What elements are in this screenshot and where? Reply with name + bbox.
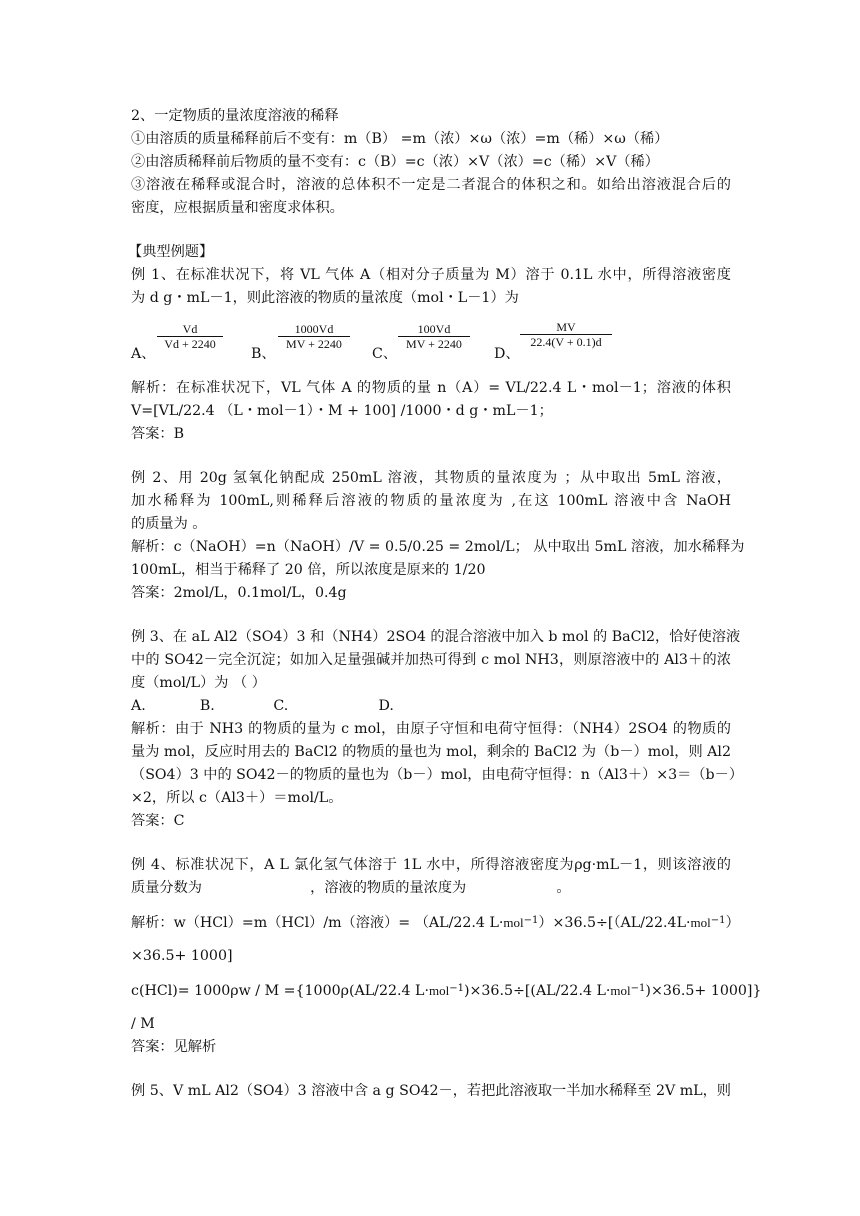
ex3-question-line2: 中的 SO42－完全沉淀；如加入足量强碱并加热可得到 c mol NH3，则原溶液中的 Al3＋的浓 [131, 652, 731, 668]
ex1-option-a-label: A、 [131, 346, 156, 362]
ex4-analysis-part5: )×36.5÷[(AL/22.4 L· [463, 983, 611, 999]
section-title: 2、一定物质的量浓度溶液的稀释 [131, 108, 339, 124]
ex4-analysis-line1 [131, 913, 740, 933]
fraction-denominator: MV + 2240 [406, 337, 462, 351]
ex1-analysis-line2: V=[VL/22.4 （L・mol－1）・M + 100] /1000・d g・mL－1； [131, 403, 553, 419]
ex1-option-a-fraction [157, 322, 223, 351]
rule-2: ②由溶质稀释前后物质的量不变有：c（B）=c（浓）×V（浓）=c（稀）×V（稀） [131, 154, 659, 170]
ex4-analysis-line4: / M [131, 1016, 155, 1032]
examples-heading: 【典型例题】 [128, 244, 214, 260]
fraction-numerator: 100Vd [417, 322, 451, 336]
unit-exponent: −1 [630, 983, 646, 994]
ex1-option-d-label: D、 [494, 346, 520, 362]
ex1-option-c-fraction [398, 322, 470, 351]
ex2-question-line2: 加水稀释为 100mL,则稀释后溶液的物质的量浓度为 ,在这 100mL 溶液中含 NaOH [131, 493, 731, 509]
ex4-analysis-part1: 解析：w（HCl）=m（HCl）/m（溶液）= （AL/22.4 L· [131, 915, 504, 931]
unit-mol: mol [503, 915, 524, 930]
unit-mol: mol [428, 983, 450, 998]
ex2-analysis-line2: 100mL，相当于稀释了 20 倍，所以浓度是原来的 1/20 [131, 562, 486, 578]
ex3-question-line3: 度（mol/L）为 （ ） [131, 675, 266, 691]
ex3-answer: 答案：C [131, 813, 185, 829]
rule-4: 密度，应根据质量和密度求体积。 [131, 200, 344, 216]
ex3-analysis-line3: （SO4）3 中的 SO42－的物质的量也为（b－）mol，由电荷守恒得：n（Al3＋）×3＝（b－） [131, 767, 744, 783]
ex3-analysis-line4: ×2，所以 c（Al3＋）＝mol/L。 [131, 790, 343, 806]
unit-exponent: −1 [523, 915, 539, 926]
ex4-analysis-part3: ） [725, 915, 740, 931]
rule-1: ①由溶质的质量稀释前后不变有：m（B） =m（浓）×ω（浓）=m（稀）×ω（稀） [131, 131, 669, 147]
ex3-analysis-line1: 解析：由于 NH3 的物质的量为 c mol，由原子守恒和电荷守恒得：（NH4）2SO4 的物质的 [131, 721, 731, 737]
ex4-analysis-part2: ）×36.5÷[（AL/22.4L· [538, 915, 691, 931]
ex3-question-line1: 例 3、在 aL Al2（SO4）3 和（NH4）2SO4 的混合溶液中加入 b mol 的 BaCl2，恰好使溶液 [131, 629, 741, 645]
ex1-option-b-fraction [278, 322, 350, 351]
ex1-question-line1: 例 1、在标准状况下，将 VL 气体 A（相对分子质量为 M）溶于 0.1L 水中，所得溶液密度 [131, 267, 731, 283]
ex4-analysis-part6: )×36.5+ 1000]} [645, 983, 762, 999]
ex1-answer: 答案：B [131, 426, 184, 442]
ex5-question-line1: 例 5、V mL Al2（SO4）3 溶液中含 a g SO42－，若把此溶液取一半加水稀释至 2V mL，则 [131, 1083, 731, 1099]
fraction-numerator: MV [556, 320, 576, 334]
fraction-numerator: 1000Vd [294, 322, 334, 336]
ex4-analysis-line3 [131, 981, 762, 1001]
rule-3: ③溶液在稀释或混合时，溶液的总体积不一定是二者混合的体积之和。如给出溶液混合后的 [131, 177, 731, 193]
ex3-analysis-line2: 量为 mol，反应时用去的 BaCl2 的物质的量也为 mol，剩余的 BaCl2 为（b－）mol，则 Al2 [131, 744, 731, 760]
unit-mol: mol [610, 983, 631, 998]
ex1-option-b-label: B、 [251, 346, 276, 362]
fraction-numerator: Vd [182, 322, 198, 336]
ex2-question-line3: 的质量为 。 [131, 516, 207, 532]
ex1-option-d-fraction [520, 320, 612, 349]
ex4-question-line2: 质量分数为 ，溶液的物质的量浓度为 。 [131, 880, 571, 896]
ex4-answer: 答案：见解析 [131, 1039, 217, 1055]
unit-exponent: −1 [710, 915, 726, 926]
ex4-analysis-part4: c(HCl)= 1000ρw / M ={1000ρ(AL/22.4 L· [131, 983, 429, 999]
ex2-answer: 答案：2mol/L，0.1mol/L，0.4g [131, 585, 347, 601]
ex1-option-c-label: C、 [372, 346, 398, 362]
ex3-options: A. B. C. D. [131, 698, 394, 714]
fraction-denominator: Vd + 2240 [164, 337, 216, 351]
ex2-analysis-line1: 解析：c（NaOH）=n（NaOH）/V = 0.5/0.25 = 2mol/L； 从中取出 5mL 溶液，加水稀释为 [131, 539, 745, 555]
unit-exponent: −1 [449, 983, 464, 994]
ex1-analysis-line1: 解析：在标准状况下，VL 气体 A 的物质的量 n（A）= VL/22.4 L・mol－1；溶液的体积 [131, 380, 731, 396]
fraction-denominator: MV + 2240 [286, 337, 342, 351]
unit-mol: mol [690, 915, 711, 930]
fraction-denominator: 22.4(V + 0.1)d [530, 335, 602, 349]
ex4-question-line1: 例 4、标准状况下，A L 氯化氢气体溶于 1L 水中，所得溶液密度为ρg·mL－1，则该溶液的 [131, 857, 731, 873]
ex2-question-line1: 例 2、用 20g 氢氧化钠配成 250mL 溶液，其物质的量浓度为 ；从中取出 5mL 溶液， [131, 470, 731, 486]
ex4-analysis-line2: ×36.5+ 1000] [131, 948, 233, 964]
ex1-question-line2: 为 d g・mL－1，则此溶液的物质的量浓度（mol・L－1）为 [131, 290, 519, 306]
